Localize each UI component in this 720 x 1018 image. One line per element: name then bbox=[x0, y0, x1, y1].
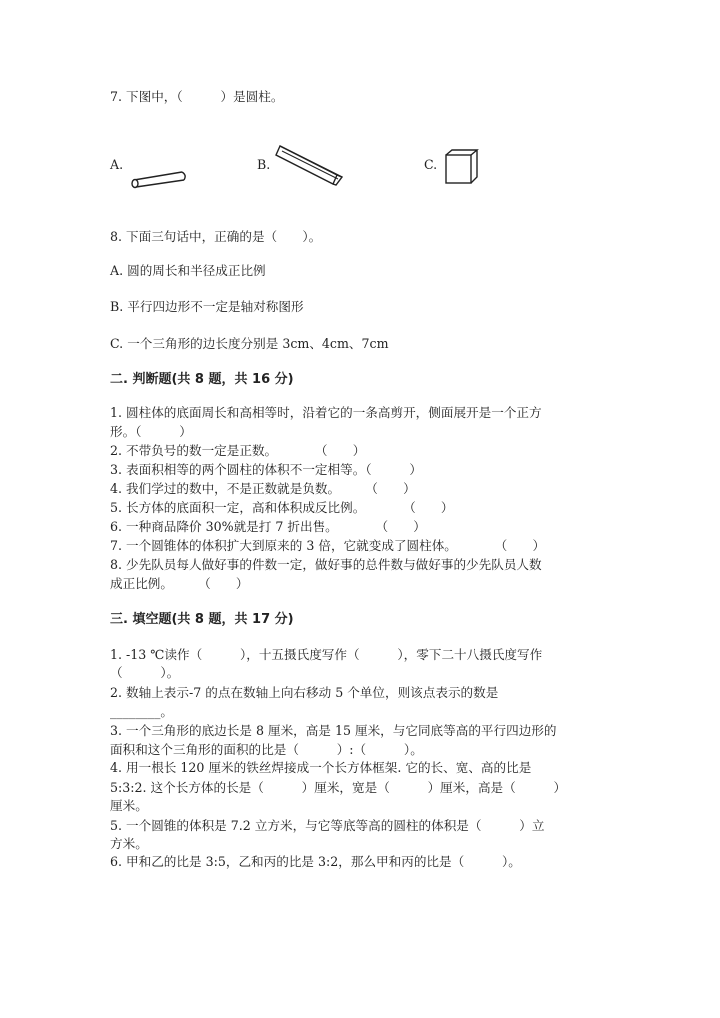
question-7-stem: 7. 下图中，（ ）是圆柱。 bbox=[110, 89, 284, 104]
section-3-line: 2. 数轴上表示-7 的点在数轴上向右移动 5 个单位，则该点表示的数是 bbox=[110, 685, 499, 700]
section-2-line: 7. 一个圆锥体的体积扩大到原来的 3 倍，它就变成了圆柱体。 （ ） bbox=[110, 538, 546, 553]
section-2-line: 3. 表面积相等的两个圆柱的体积不一定相等。（ ） bbox=[110, 462, 422, 477]
section-2-line: 5. 长方体的底面积一定，高和体积成反比例。 （ ） bbox=[110, 500, 454, 515]
q8-option-b: B. 平行四边形不一定是轴对称图形 bbox=[110, 299, 304, 314]
section-3-line: 厘米。 bbox=[110, 798, 148, 813]
section-2-line: 1. 圆柱体的底面周长和高相等时，沿着它的一条高剪开，侧面展开是一个正方 bbox=[110, 405, 542, 420]
cylinder-figure bbox=[128, 160, 190, 190]
q7-option-b-label: B. bbox=[257, 157, 271, 172]
cube-figure bbox=[444, 148, 480, 186]
section-3-line: 5. 一个圆锥的体积是 7.2 立方米，与它等底等高的圆柱的体积是（ ）立 bbox=[110, 818, 545, 833]
section-3-title: 三. 填空题(共 8 题，共 17 分) bbox=[110, 612, 294, 627]
section-3-line: 方米。 bbox=[110, 836, 148, 851]
section-2-line: 6. 一种商品降价 30%就是打 7 折出售。 （ ） bbox=[110, 519, 426, 534]
section-3-line: 面积和这个三角形的面积的比是（ ）:（ ）。 bbox=[110, 742, 423, 757]
section-2-line: 4. 我们学过的数中，不是正数就是负数。 （ ） bbox=[110, 481, 416, 496]
section-2-line: 8. 少先队员每人做好事的件数一定，做好事的总件数与做好事的少先队员人数 bbox=[110, 557, 542, 572]
section-2-title: 二. 判断题(共 8 题，共 16 分) bbox=[110, 372, 294, 387]
section-3-line: 1. -13 ℃读作（ ），十五摄氏度写作（ ），零下二十八摄氏度写作 bbox=[110, 647, 543, 662]
section-3-line: 5:3:2. 这个长方体的长是（ ）厘米，宽是（ ）厘米，高是（ ） bbox=[110, 780, 567, 795]
q8-option-a: A. 圆的周长和半径成正比例 bbox=[110, 263, 266, 278]
section-3-line: 6. 甲和乙的比是 3:5，乙和丙的比是 3:2，那么甲和丙的比是（ ）。 bbox=[110, 854, 521, 869]
section-2-line: 形。（ ） bbox=[110, 424, 192, 439]
question-8-stem: 8. 下面三句话中，正确的是（ ）。 bbox=[110, 229, 322, 244]
q8-option-c: C. 一个三角形的边长度分别是 3cm、4cm、7cm bbox=[110, 336, 389, 351]
triangular-prism-figure bbox=[274, 142, 346, 188]
section-2-line: 2. 不带负号的数一定是正数。 （ ） bbox=[110, 443, 366, 458]
section-3-line: ________。 bbox=[110, 704, 173, 719]
section-3-line: 3. 一个三角形的底边长是 8 厘米，高是 15 厘米，与它同底等高的平行四边形的 bbox=[110, 723, 557, 738]
section-3-line: （ ）。 bbox=[110, 665, 180, 680]
section-3-line: 4. 用一根长 120 厘米的铁丝焊接成一个长方体框架. 它的长、宽、高的比是 bbox=[110, 760, 532, 775]
q7-option-c-label: C. bbox=[424, 157, 438, 172]
section-2-line: 成正比例。 （ ） bbox=[110, 576, 249, 591]
q7-option-a-label: A. bbox=[110, 157, 124, 172]
